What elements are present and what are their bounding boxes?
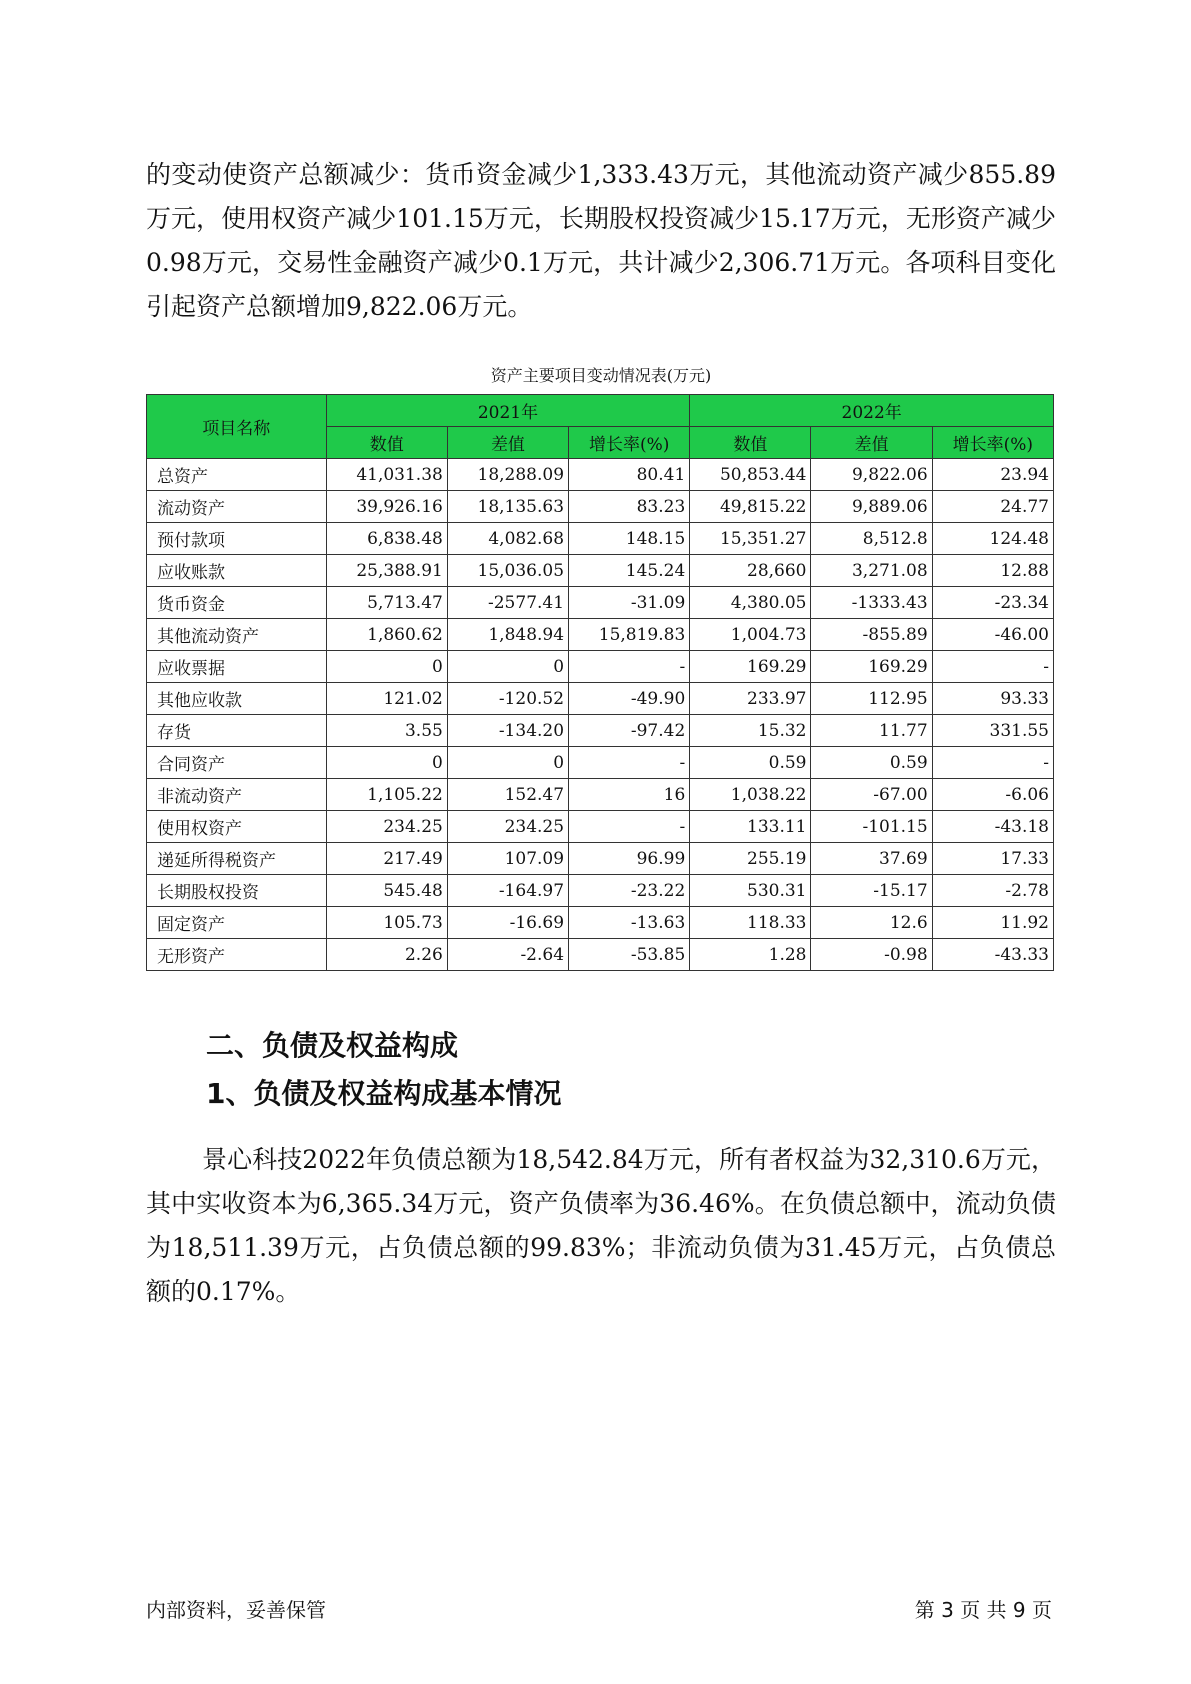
- row-cell: 18,135.63: [447, 491, 568, 523]
- row-cell: -43.18: [932, 811, 1053, 843]
- table-row: [147, 651, 1054, 683]
- table-row: [147, 747, 1054, 779]
- row-cell: -49.90: [569, 683, 690, 715]
- row-cell: 124.48: [932, 523, 1053, 555]
- row-cell: -46.00: [932, 619, 1053, 651]
- row-cell: 50,853.44: [690, 459, 811, 491]
- row-cell: 8,512.8: [811, 523, 932, 555]
- row-cell: 80.41: [569, 459, 690, 491]
- row-cell: 39,926.16: [326, 491, 447, 523]
- row-item-name: 固定资产: [147, 907, 327, 939]
- row-cell: 121.02: [326, 683, 447, 715]
- row-cell: 3.55: [326, 715, 447, 747]
- row-cell: 331.55: [932, 715, 1053, 747]
- row-cell: 93.33: [932, 683, 1053, 715]
- row-cell: -101.15: [811, 811, 932, 843]
- header-value-2021: 数值: [326, 427, 447, 459]
- row-cell: -: [569, 811, 690, 843]
- table-caption: 资产主要项目变动情况表(万元): [490, 366, 712, 385]
- subsection-heading: 1、负债及权益构成基本情况: [206, 1077, 562, 1110]
- row-cell: 169.29: [811, 651, 932, 683]
- row-cell: 233.97: [690, 683, 811, 715]
- row-cell: 17.33: [932, 843, 1053, 875]
- row-cell: 530.31: [690, 875, 811, 907]
- row-cell: -53.85: [569, 939, 690, 971]
- row-cell: 11.77: [811, 715, 932, 747]
- table-row: [147, 555, 1054, 587]
- table-row: [147, 523, 1054, 555]
- table-row: [147, 715, 1054, 747]
- table-row: [147, 939, 1054, 971]
- table-row: [147, 811, 1054, 843]
- row-item-name: 非流动资产: [147, 779, 327, 811]
- row-cell: -43.33: [932, 939, 1053, 971]
- row-item-name: 使用权资产: [147, 811, 327, 843]
- row-cell: 6,838.48: [326, 523, 447, 555]
- row-cell: 234.25: [447, 811, 568, 843]
- row-cell: -855.89: [811, 619, 932, 651]
- table-row: [147, 619, 1054, 651]
- row-item-name: 其他应收款: [147, 683, 327, 715]
- row-cell: 0: [326, 747, 447, 779]
- row-cell: 1,105.22: [326, 779, 447, 811]
- row-cell: 217.49: [326, 843, 447, 875]
- row-item-name: 合同资产: [147, 747, 327, 779]
- row-cell: 1,038.22: [690, 779, 811, 811]
- header-year-2022: 2022年: [690, 395, 1054, 427]
- row-cell: 23.94: [932, 459, 1053, 491]
- row-cell: 145.24: [569, 555, 690, 587]
- row-cell: 25,388.91: [326, 555, 447, 587]
- row-cell: 41,031.38: [326, 459, 447, 491]
- table-row: [147, 843, 1054, 875]
- table-row: [147, 491, 1054, 523]
- footer-confidential-note: 内部资料，妥善保管: [146, 1598, 326, 1622]
- row-cell: 0.59: [811, 747, 932, 779]
- footer-page-number: 第 3 页 共 9 页: [914, 1598, 1052, 1622]
- row-cell: -97.42: [569, 715, 690, 747]
- row-cell: 11.92: [932, 907, 1053, 939]
- row-item-name: 预付款项: [147, 523, 327, 555]
- row-cell: 234.25: [326, 811, 447, 843]
- row-cell: -0.98: [811, 939, 932, 971]
- row-cell: 152.47: [447, 779, 568, 811]
- row-cell: 24.77: [932, 491, 1053, 523]
- row-item-name: 其他流动资产: [147, 619, 327, 651]
- row-cell: 118.33: [690, 907, 811, 939]
- row-cell: 12.6: [811, 907, 932, 939]
- table-body: [147, 459, 1054, 971]
- row-cell: 12.88: [932, 555, 1053, 587]
- row-cell: -23.22: [569, 875, 690, 907]
- row-item-name: 应收票据: [147, 651, 327, 683]
- row-cell: 169.29: [690, 651, 811, 683]
- asset-change-table: [146, 394, 1054, 971]
- row-item-name: 长期股权投资: [147, 875, 327, 907]
- row-cell: 83.23: [569, 491, 690, 523]
- header-growth-2022: 增长率(%): [932, 427, 1053, 459]
- row-cell: -: [569, 747, 690, 779]
- row-cell: -16.69: [447, 907, 568, 939]
- row-cell: 133.11: [690, 811, 811, 843]
- header-diff-2021: 差值: [447, 427, 568, 459]
- header-value-2022: 数值: [690, 427, 811, 459]
- row-cell: -164.97: [447, 875, 568, 907]
- row-cell: -120.52: [447, 683, 568, 715]
- row-cell: -: [932, 747, 1053, 779]
- row-cell: -2.64: [447, 939, 568, 971]
- body-paragraph-top: 的变动使资产总额减少：货币资金减少1,333.43万元，其他流动资产减少855.89万元，使用权资产减少101.15万元，长期股权投资减少15.17万元，无形资产减少0.98万元，交易性金融资产减少0.1万元，共计减少2,306.71万元。各项科目变化引起资产总额增加9,822.06万元。: [146, 160, 1056, 321]
- row-cell: 37.69: [811, 843, 932, 875]
- row-cell: 1.28: [690, 939, 811, 971]
- row-item-name: 应收账款: [147, 555, 327, 587]
- row-cell: 1,860.62: [326, 619, 447, 651]
- row-cell: 15.32: [690, 715, 811, 747]
- row-cell: 1,004.73: [690, 619, 811, 651]
- row-cell: 96.99: [569, 843, 690, 875]
- table-row: [147, 587, 1054, 619]
- header-diff-2022: 差值: [811, 427, 932, 459]
- row-cell: -: [932, 651, 1053, 683]
- row-cell: 0: [447, 747, 568, 779]
- row-cell: 15,351.27: [690, 523, 811, 555]
- row-cell: 9,822.06: [811, 459, 932, 491]
- row-cell: 4,082.68: [447, 523, 568, 555]
- row-cell: 107.09: [447, 843, 568, 875]
- row-cell: 16: [569, 779, 690, 811]
- row-cell: 2.26: [326, 939, 447, 971]
- row-cell: 105.73: [326, 907, 447, 939]
- row-cell: -2.78: [932, 875, 1053, 907]
- header-item-name: 项目名称: [147, 395, 327, 459]
- row-cell: 49,815.22: [690, 491, 811, 523]
- row-cell: 148.15: [569, 523, 690, 555]
- section-heading: 二、负债及权益构成: [206, 1029, 459, 1062]
- table-row: [147, 779, 1054, 811]
- row-cell: 18,288.09: [447, 459, 568, 491]
- header-growth-2021: 增长率(%): [569, 427, 690, 459]
- row-cell: 4,380.05: [690, 587, 811, 619]
- header-year-2021: 2021年: [326, 395, 690, 427]
- row-item-name: 总资产: [147, 459, 327, 491]
- row-cell: -23.34: [932, 587, 1053, 619]
- row-cell: -1333.43: [811, 587, 932, 619]
- row-cell: 15,036.05: [447, 555, 568, 587]
- row-item-name: 流动资产: [147, 491, 327, 523]
- row-cell: 9,889.06: [811, 491, 932, 523]
- row-cell: 5,713.47: [326, 587, 447, 619]
- row-item-name: 存货: [147, 715, 327, 747]
- row-cell: 545.48: [326, 875, 447, 907]
- row-item-name: 无形资产: [147, 939, 327, 971]
- row-cell: -67.00: [811, 779, 932, 811]
- row-cell: 3,271.08: [811, 555, 932, 587]
- table-row: [147, 907, 1054, 939]
- table-row: [147, 875, 1054, 907]
- row-cell: 0: [447, 651, 568, 683]
- row-cell: -134.20: [447, 715, 568, 747]
- row-cell: -2577.41: [447, 587, 568, 619]
- row-cell: 255.19: [690, 843, 811, 875]
- row-cell: -15.17: [811, 875, 932, 907]
- row-cell: -6.06: [932, 779, 1053, 811]
- row-cell: 112.95: [811, 683, 932, 715]
- row-cell: -: [569, 651, 690, 683]
- row-cell: -13.63: [569, 907, 690, 939]
- row-item-name: 货币资金: [147, 587, 327, 619]
- table-row: [147, 459, 1054, 491]
- body-paragraph-bottom: 景心科技2022年负债总额为18,542.84万元，所有者权益为32,310.6万元，其中实收资本为6,365.34万元，资产负债率为36.46%。在负债总额中，流动负债为18,511.39万元，占负债总额的99.83%；非流动负债为31.45万元，占负债总额的0.17%。: [146, 1145, 1056, 1306]
- row-cell: -31.09: [569, 587, 690, 619]
- row-item-name: 递延所得税资产: [147, 843, 327, 875]
- row-cell: 0: [326, 651, 447, 683]
- row-cell: 15,819.83: [569, 619, 690, 651]
- row-cell: 0.59: [690, 747, 811, 779]
- row-cell: 28,660: [690, 555, 811, 587]
- table-row: [147, 683, 1054, 715]
- row-cell: 1,848.94: [447, 619, 568, 651]
